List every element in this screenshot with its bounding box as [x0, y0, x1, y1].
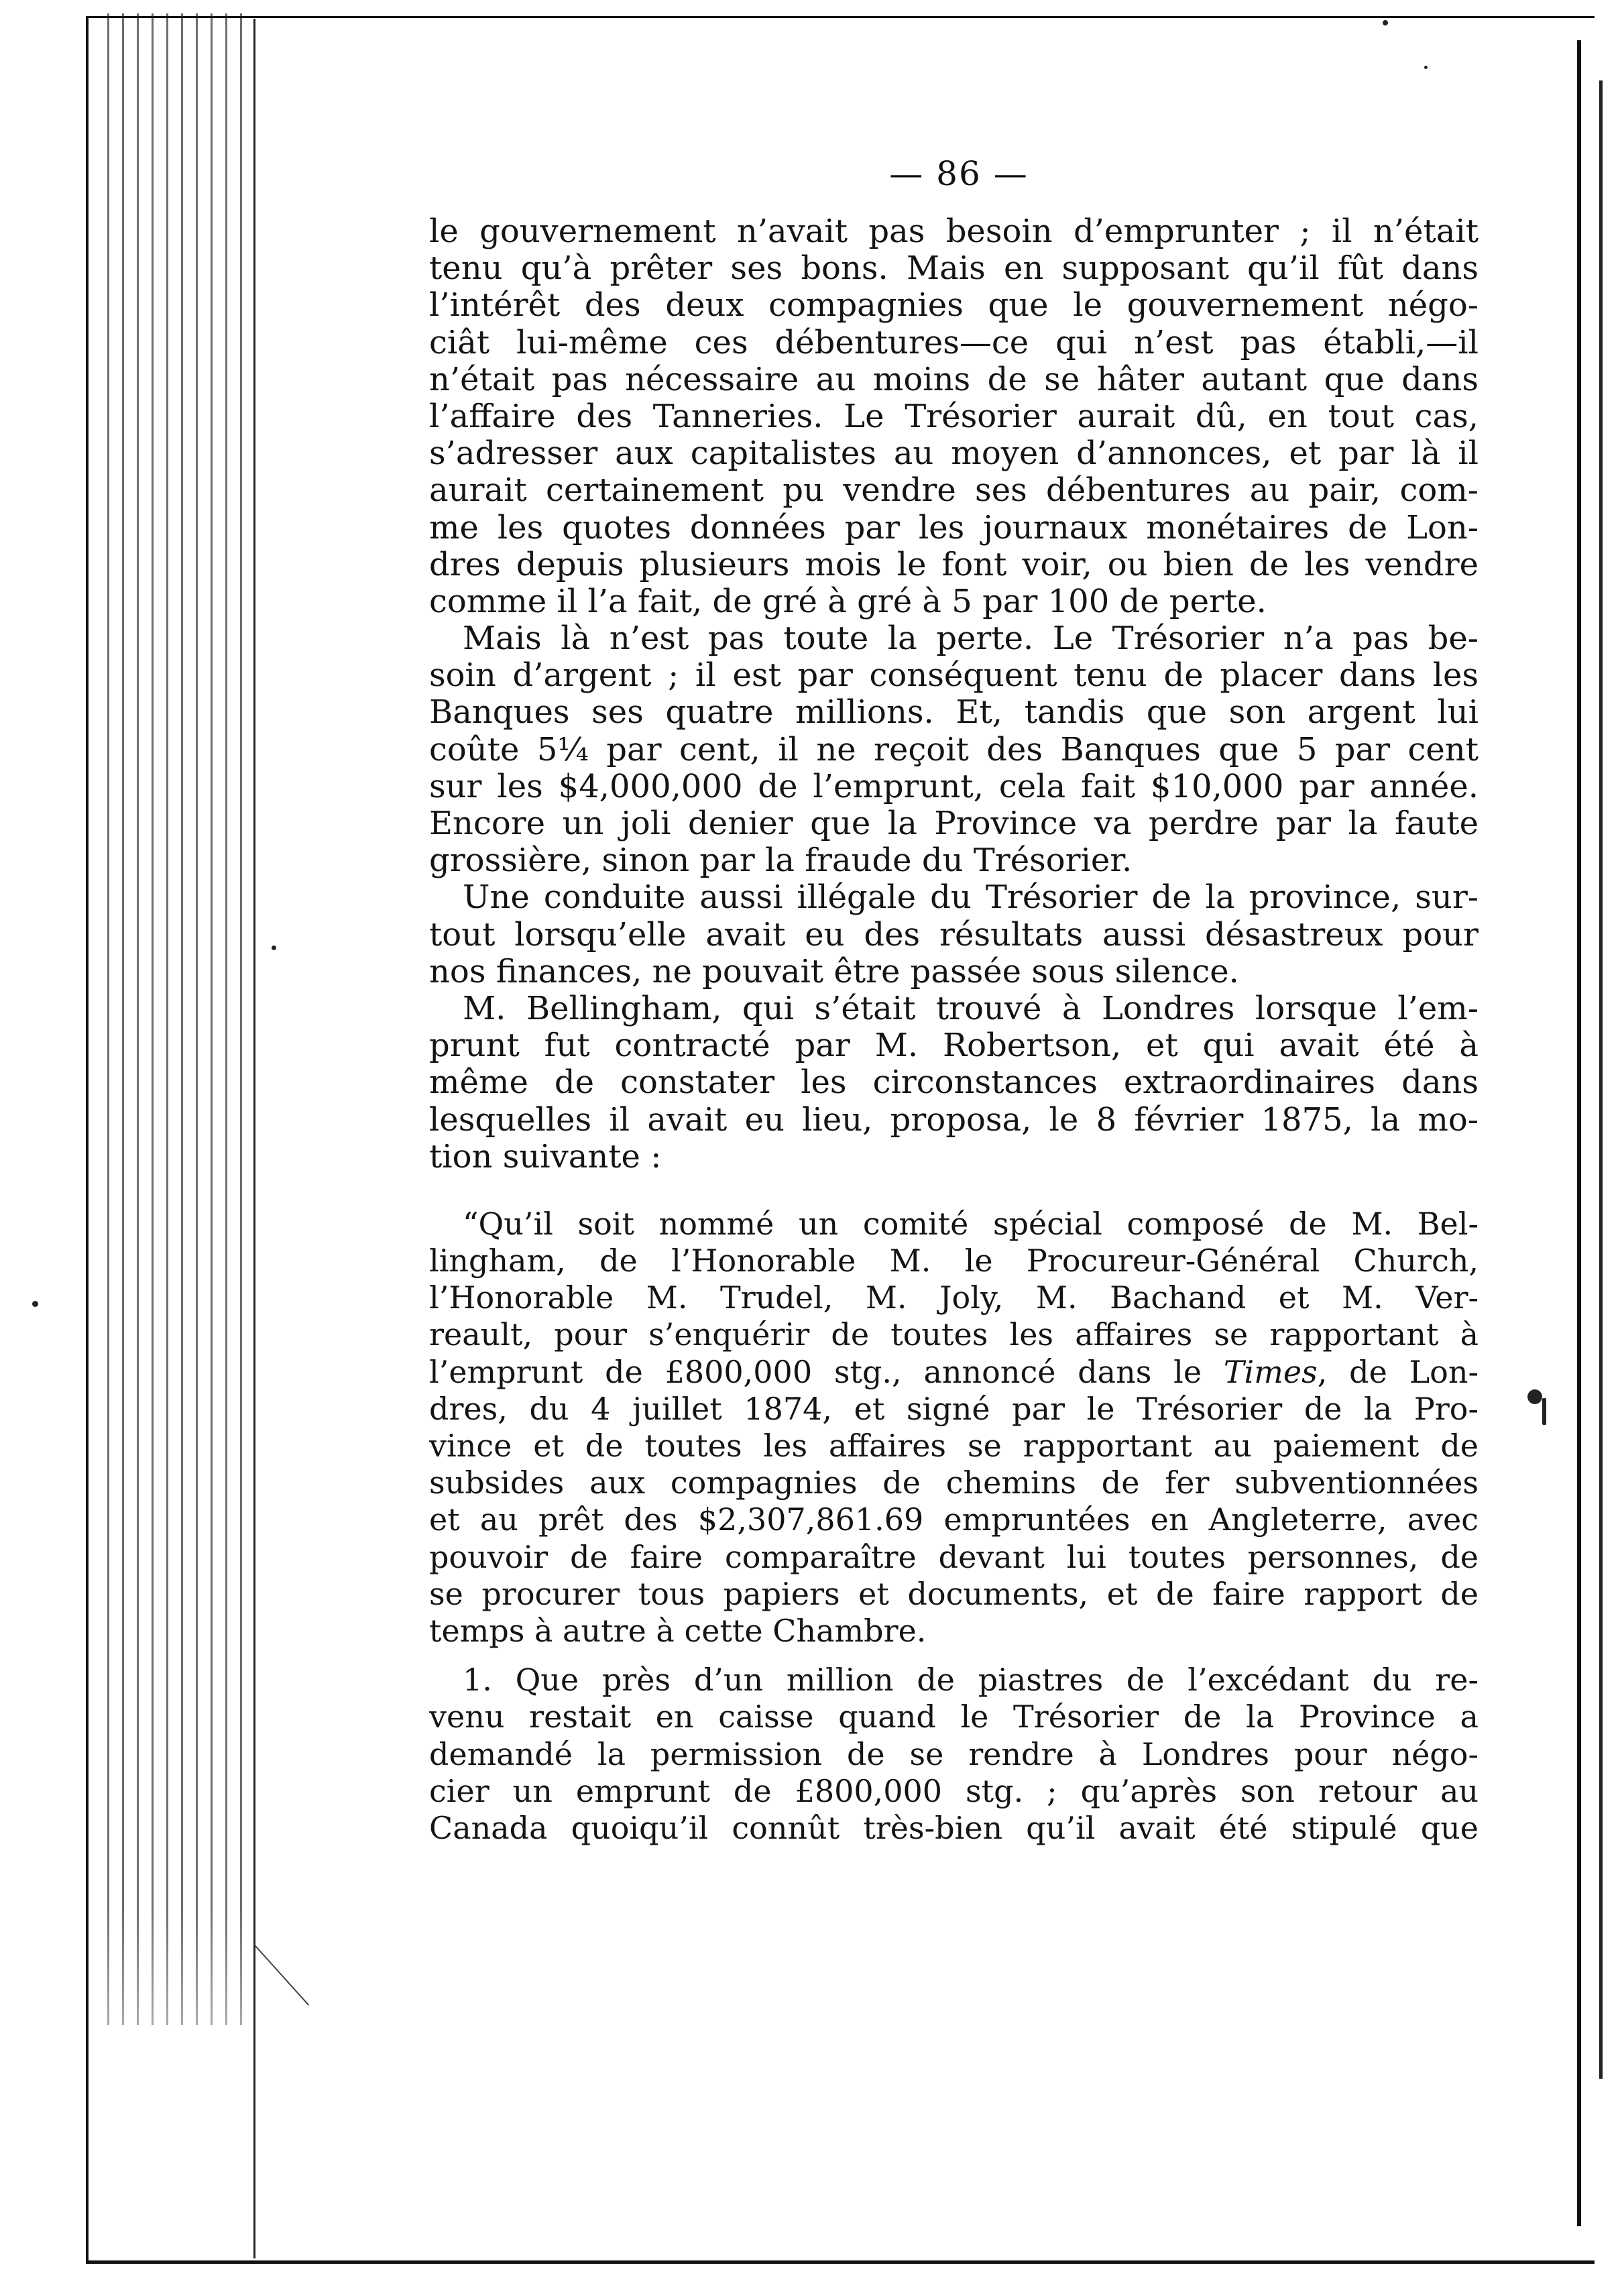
ink-speck [272, 945, 276, 950]
text-line: vince et de toutes les affaires se rapportant au paiement de [429, 1428, 1479, 1464]
text-line: me les quotes données par les journaux monétaires de Lon- [429, 508, 1479, 547]
body-text [429, 213, 1479, 1847]
text-line: grossière, sinon par la fraude du Trésorier. [429, 842, 1133, 880]
text-line: soin d’argent ; il est par conséquent tenu de placer dans les [429, 656, 1479, 695]
text-line: Canada quoiqu’il connût très-bien qu’il avait été stipulé que [429, 1809, 1479, 1846]
newspaper-title: Times [1223, 1353, 1318, 1390]
text-line: lingham, de l’Honorable M. le Procureur-Général Church, [429, 1243, 1479, 1279]
text-line: nos finances, ne pouvait être passée sous silence. [429, 952, 1239, 990]
right-scan-edge [1599, 80, 1603, 2079]
text-line: Mais là n’est pas toute la perte. Le Trésorier n’a pas be- [463, 620, 1479, 658]
text-line: tion suivante : [429, 1137, 662, 1175]
text-line: se procurer tous papiers et documents, et de faire rapport de [429, 1575, 1479, 1612]
motion-quote [429, 1206, 1479, 1650]
section-gap [429, 1650, 1479, 1662]
text-line: demandé la permission de se rendre à Londres pour négo- [429, 1735, 1479, 1772]
motion-item-1 [429, 1662, 1479, 1847]
text-line: s’adresser aux capitalistes au moyen d’annonces, et par là il [429, 435, 1479, 473]
ink-speck [32, 1301, 38, 1307]
text-line: M. Bellingham, qui s’était trouvé à Londres lorsque l’em- [463, 989, 1479, 1027]
ink-speck [1383, 20, 1388, 25]
page-number: — 86 — [889, 154, 1029, 193]
text-line: le gouvernement n’avait pas besoin d’emprunter ; il n’était [429, 213, 1479, 250]
text-line: dres, du 4 juillet 1874, et signé par le Trésorier de la Pro- [429, 1390, 1479, 1427]
text-line: coûte 5¼ par cent, il ne reçoit des Banques que 5 par cent [429, 730, 1479, 768]
text-line: ciât lui-même ces débentures—ce qui n’est pas établi,—il [429, 323, 1479, 361]
text-line: prunt fut contracté par M. Robertson, et qui avait été à [429, 1027, 1479, 1065]
text-line: n’était pas nécessaire au moins de se hâter autant que dans [429, 360, 1479, 398]
text-line: comme il l’a fait, de gré à gré à 5 par 100 de perte. [429, 582, 1267, 620]
text-line: même de constater les circonstances extraordinaires dans [429, 1064, 1479, 1102]
text-line: Une conduite aussi illégale du Trésorier de la province, sur- [463, 878, 1479, 917]
text-line: et au prêt des $2,307,861.69 empruntées en Angleterre, avec [429, 1501, 1479, 1538]
text-line: dres depuis plusieurs mois le font voir, ou bien de les vendre [429, 545, 1479, 583]
text-line: aurait certainement pu vendre ses débentures au pair, com- [429, 471, 1479, 510]
ink-speck [1424, 66, 1428, 69]
text-line: tout lorsqu’elle avait eu des résultats aussi désastreux pour [429, 915, 1479, 954]
ink-speck [1542, 1398, 1546, 1425]
text-line: temps à autre à cette Chambre. [429, 1612, 927, 1649]
right-page-edge [1577, 40, 1581, 2226]
text-line: pouvoir de faire comparaître devant lui toutes personnes, de [429, 1538, 1479, 1575]
text-line: lesquelles il avait eu lieu, proposa, le 8 février 1875, la mo- [429, 1100, 1479, 1139]
text-line: tenu qu’à prêter ses bons. Mais en supposant qu’il fût dans [429, 249, 1479, 288]
text-line: venu restait en caisse quand le Trésorier de la Province a [429, 1699, 1479, 1735]
section-gap [429, 1175, 1479, 1206]
text-line: cier un emprunt de £800,000 stg. ; qu’après son retour au [429, 1772, 1479, 1809]
text-line: subsides aux compagnies de chemins de fer subventionnées [429, 1465, 1479, 1501]
text-line: sur les $4,000,000 de l’emprunt, cela fait $10,000 par année. [429, 767, 1479, 805]
ink-speck [1527, 1389, 1542, 1404]
text-line: l’intérêt des deux compagnies que le gouvernement négo- [429, 286, 1479, 325]
text-line: 1. Que près d’un million de piastres de l’excédant du re- [463, 1662, 1479, 1699]
text-line: Encore un joli denier que la Province va perdre par la faute [429, 805, 1479, 842]
main-paragraphs [429, 213, 1479, 1175]
text-line: Banques ses quatre millions. Et, tandis que son argent lui [429, 693, 1479, 732]
text-line: l’emprunt de £800,000 stg., annoncé dans le Times, de Lon- [429, 1353, 1479, 1390]
text-line: reault, pour s’enquérir de toutes les affaires se rapportant à [429, 1316, 1479, 1353]
text-line: “Qu’il soit nommé un comité spécial composé de M. Bel- [463, 1205, 1479, 1242]
text-line: l’affaire des Tanneries. Le Trésorier aurait dû, en tout cas, [429, 397, 1479, 435]
text-line: l’Honorable M. Trudel, M. Joly, M. Bachand et M. Ver- [429, 1279, 1479, 1316]
